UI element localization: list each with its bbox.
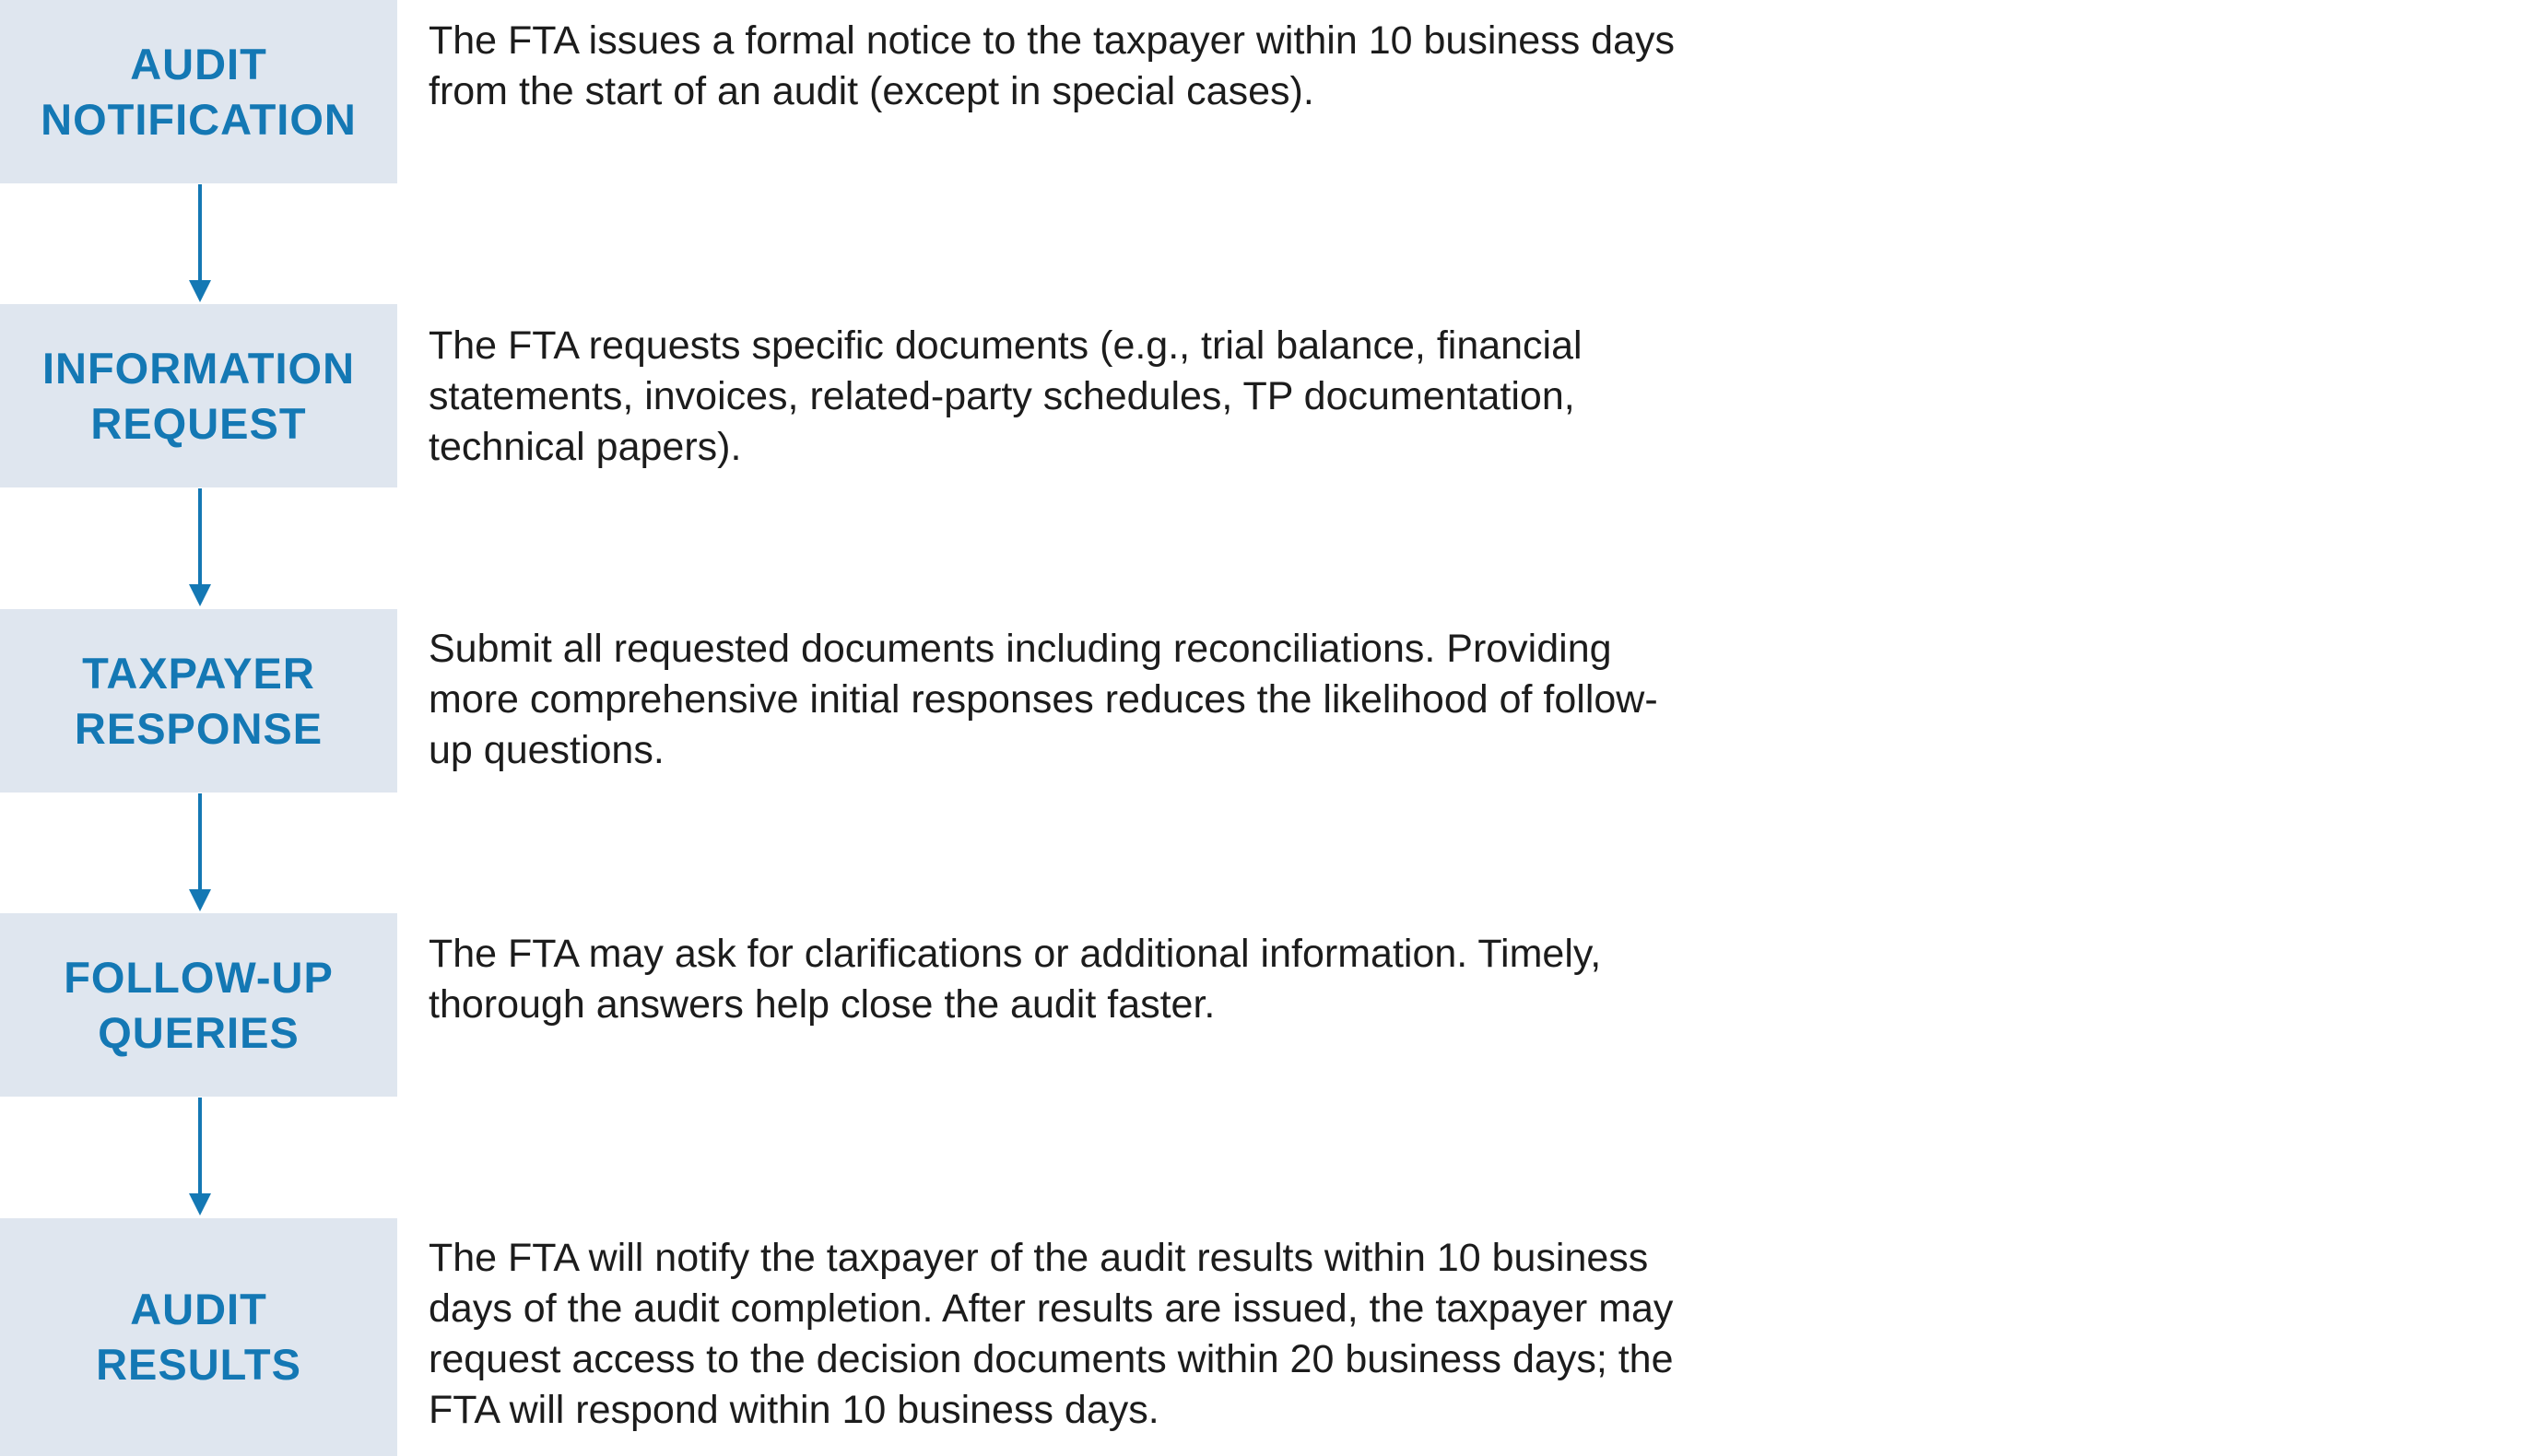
stage-description: Submit all requested documents including reconciliations. Providing more comprehensive initial responses reduces the likelihood of follow-up questions. <box>429 627 1658 772</box>
flow-arrow-down-icon <box>188 793 212 913</box>
flow-arrow-down-icon <box>188 1098 212 1217</box>
stage-description: The FTA may ask for clarifications or additional information. Timely, thorough answers help close the audit faster. <box>429 932 1602 1027</box>
stage-box-audit-results <box>0 1218 397 1456</box>
stage-box-information-request <box>0 304 397 487</box>
stage-description: The FTA issues a formal notice to the taxpayer within 10 business days from the start of an audit (except in special cases). <box>429 18 1675 113</box>
stage-box-audit-notification <box>0 0 397 183</box>
stage-description: The FTA will notify the taxpayer of the audit results within 10 business days of the audit completion. After results are issued, the taxpayer may request access to the decision documents within 20 business days; the FTA will respond within 10 business days. <box>429 1236 1674 1432</box>
stage-description: The FTA requests specific documents (e.g., trial balance, financial statements, invoices, related-party schedules, TP documentation, technical papers). <box>429 323 1583 469</box>
stage-label: AUDIT RESULTS <box>96 1285 301 1389</box>
stage-label: INFORMATION REQUEST <box>41 343 356 448</box>
flow-arrow-down-icon <box>188 488 212 608</box>
stage-label: TAXPAYER RESPONSE <box>74 648 324 753</box>
stage-label: AUDIT NOTIFICATION <box>41 39 357 144</box>
stage-box-follow-up-queries <box>0 913 397 1097</box>
flow-arrow-down-icon <box>188 184 212 304</box>
stage-box-taxpayer-response <box>0 609 397 793</box>
stage-label: FOLLOW-UP QUERIES <box>64 952 334 1057</box>
